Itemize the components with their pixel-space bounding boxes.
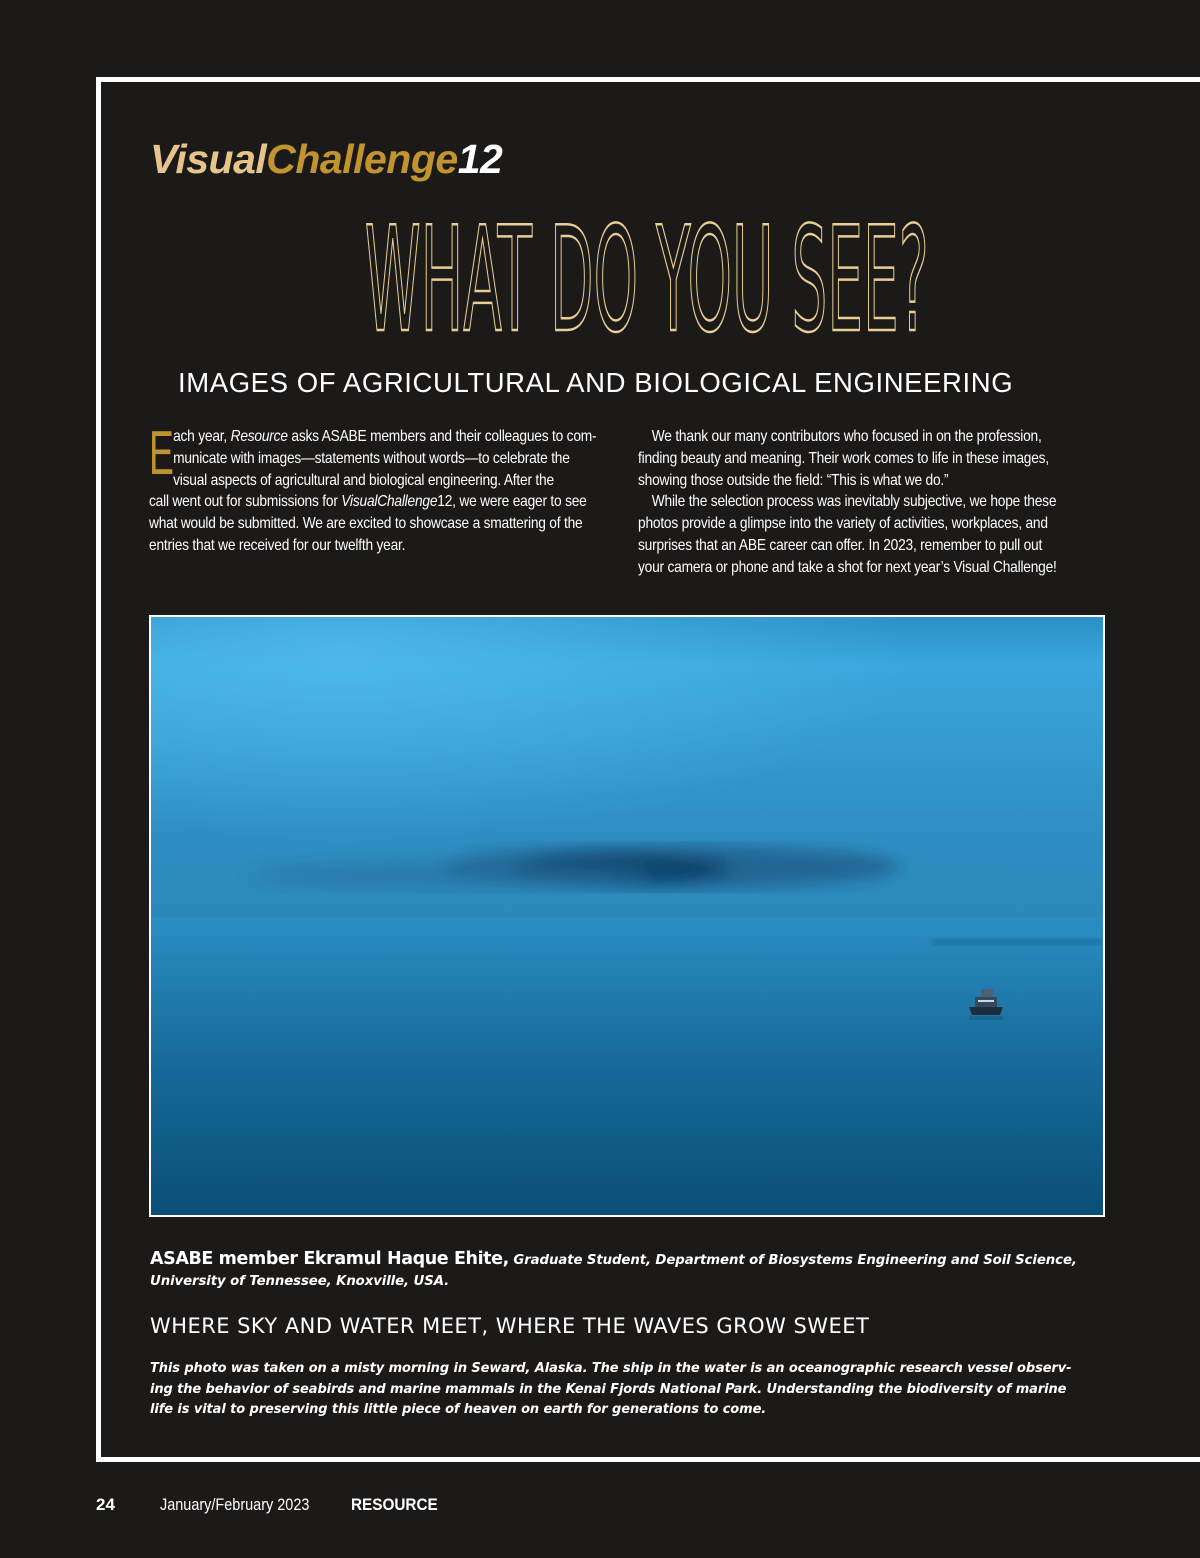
drop-cap: E: [149, 419, 174, 488]
intro-line: ach year, Resource asks ASABE members and their colleagues to com-: [173, 428, 597, 445]
description-line: This photo was taken on a misty morning in Seward, Alaska. The ship in the water is an oceanographic research vessel observ-: [150, 1361, 1072, 1376]
photographer-affiliation: Graduate Student, Department of Biosystems Engineering and Soil Science,: [508, 1253, 1077, 1268]
description-line: life is vital to preserving this little piece of heaven on earth for generations to come.: [150, 1402, 767, 1417]
description-line: ing the behavior of seabirds and marine mammals in the Kenai Fjords National Park. Understanding the biodiversity of marine: [150, 1381, 1067, 1397]
page-headline: WHAT DO YOU SEE?: [364, 196, 929, 365]
intro-line: While the selection process was inevitably subjective, we hope these: [651, 493, 1057, 511]
intro-right-column: [638, 426, 1094, 579]
intro-line: surprises that an ABE career can offer. In 2023, remember to pull out: [638, 536, 1043, 554]
intro-line: entries that we received for our twelfth year.: [149, 536, 406, 554]
magazine-name: RESOURCE: [351, 1495, 438, 1514]
featured-photo: [149, 615, 1105, 1217]
photo-credit: [150, 1249, 1080, 1292]
intro-line: municate with images—statements without words—to celebrate the: [173, 449, 570, 467]
intro-line: what would be submitted. We are excited to showcase a smattering of the: [149, 515, 583, 533]
intro-line: showing those outside the field: “This is what we do.”: [638, 471, 949, 489]
photographer-affiliation-line2: University of Tennessee, Knoxville, USA.: [150, 1274, 450, 1289]
intro-line: visual aspects of agricultural and biological engineering. After the: [173, 471, 554, 489]
intro-line: call went out for submissions for VisualChallenge12, we were eager to see: [149, 493, 587, 511]
page-subhead: IMAGES OF AGRICULTURAL AND BIOLOGICAL ENGINEERING: [178, 367, 1014, 398]
issue-date: January/February 2023: [160, 1495, 310, 1514]
intro-line: photos provide a glimpse into the variety of activities, workplaces, and: [638, 515, 1048, 533]
brand-visual: Visual: [150, 136, 267, 182]
intro-line: your camera or phone and take a shot for next year’s Visual Challenge!: [638, 558, 1057, 576]
intro-line: We thank our many contributors who focused in on the profession,: [651, 428, 1042, 445]
brand-challenge: Challenge: [266, 136, 458, 182]
photographer-name: ASABE member Ekramul Haque Ehite,: [150, 1249, 509, 1269]
visual-challenge-logo: [150, 136, 502, 183]
page-footer: [0, 1495, 1200, 1519]
intro-left-column: [149, 419, 615, 557]
photo-description: [150, 1359, 1072, 1421]
misty-sea-photo: [151, 617, 1103, 1215]
brand-number: 12: [457, 136, 503, 182]
photo-title: WHERE SKY AND WATER MEET, WHERE THE WAVES GROW SWEET: [150, 1314, 870, 1339]
intro-line: finding beauty and meaning. Their work comes to life in these images,: [638, 449, 1049, 467]
page-number: 24: [96, 1495, 115, 1514]
